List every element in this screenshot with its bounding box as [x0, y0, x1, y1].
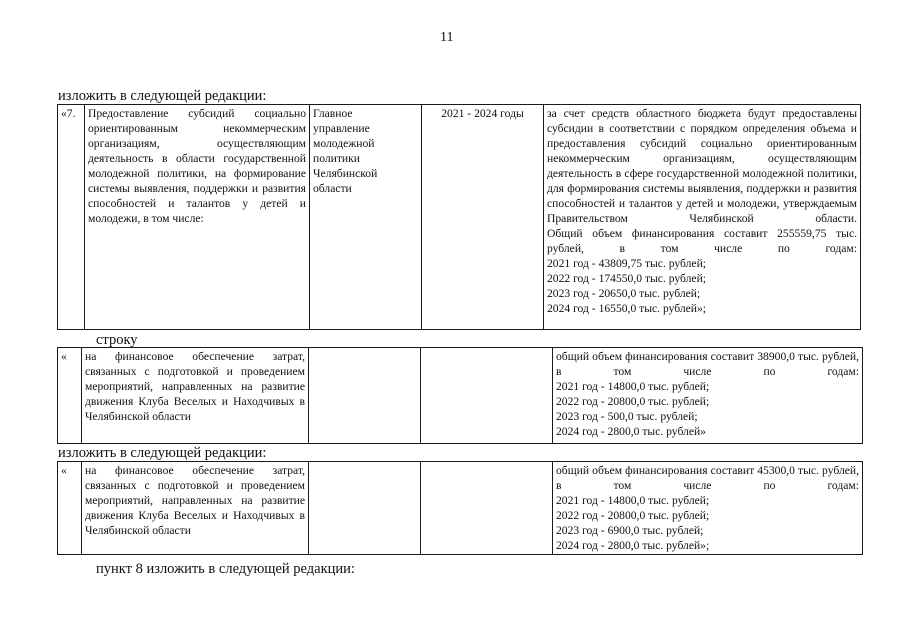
executor-cell: [309, 462, 421, 555]
executor-line: молодежной: [313, 137, 375, 150]
funding-year: 2022 год - 20800,0 тыс. рублей;: [556, 509, 710, 522]
funding-year: 2022 год - 174550,0 тыс. рублей;: [547, 272, 707, 285]
funding-year: 2023 год - 500,0 тыс. рублей;: [556, 410, 698, 423]
page-number: 11: [440, 30, 454, 45]
funding-year: 2021 год - 14800,0 тыс. рублей;: [556, 380, 710, 393]
funding-year: 2023 год - 20650,0 тыс. рублей;: [547, 287, 701, 300]
executor-cell: [310, 105, 422, 330]
quote-cell: «: [58, 348, 82, 444]
table-kvn-new: [57, 461, 863, 555]
row-number: «7.: [58, 105, 85, 330]
heading-edit-2: изложить в следующей редакции:: [58, 445, 267, 461]
table-row: [58, 348, 863, 444]
funding-total: общий объем финансирования составит 38900,0 тыс. рублей, в том числе по годам:: [556, 350, 859, 378]
funding-year: 2024 год - 16550,0 тыс. рублей»;: [547, 302, 707, 315]
table-row: [58, 462, 863, 555]
period-cell: [421, 462, 553, 555]
heading-edit-1: изложить в следующей редакции:: [58, 88, 267, 104]
executor-line: Главное: [313, 107, 353, 120]
funding-text: за счет средств областного бюджета будут предоставлены субсидии в соответствии с порядком определения объема и предоставления субсидий социально ориентированным некоммерческим организациям, осуществляющим деятельность в сфере государственной молодежной политики, для формирования системы выявления, поддержки и развития способностей и талантов у детей и молодежи, утверждаемым Правительством Челябинской области.: [547, 107, 857, 225]
funding-year: 2022 год - 20800,0 тыс. рублей;: [556, 395, 710, 408]
funding-year: 2024 год - 2800,0 тыс. рублей»: [556, 425, 706, 438]
funding-year: 2021 год - 14800,0 тыс. рублей;: [556, 494, 710, 507]
period-cell: 2021 - 2024 годы: [422, 105, 544, 330]
quote-cell: «: [58, 462, 82, 555]
funding-year: 2024 год - 2800,0 тыс. рублей»;: [556, 539, 710, 552]
funding-cell: [544, 105, 861, 330]
funding-cell: [553, 462, 863, 555]
executor-cell: [309, 348, 421, 444]
measure-description: Предоставление субсидий социально ориентированным некоммерческим организациям, осуществляющим деятельность в области государственной молодежной политики, на формирование системы выявления, поддержки и развития способностей и талантов у детей и молодежи, в том числе:: [85, 105, 310, 330]
table-item-7: [57, 104, 861, 330]
table-row: [58, 105, 861, 330]
funding-total: Общий объем финансирования составит 255559,75 тыс. рублей, в том числе по годам:: [547, 227, 857, 255]
heading-row: строку: [96, 332, 138, 348]
measure-description: на финансовое обеспечение затрат, связанных с подготовкой и проведением мероприятий, направленных на развитие движения Клуба Веселых и Находчивых в Челябинской области: [82, 348, 309, 444]
executor-line: управление: [313, 122, 370, 135]
table-kvn-old: [57, 347, 863, 444]
executor-line: политики: [313, 152, 360, 165]
measure-description: на финансовое обеспечение затрат, связанных с подготовкой и проведением мероприятий, направленных на развитие движения Клуба Веселых и Находчивых в Челябинской области: [82, 462, 309, 555]
period-cell: [421, 348, 553, 444]
executor-line: области: [313, 182, 352, 195]
executor-line: Челябинской: [313, 167, 378, 180]
funding-year: 2023 год - 6900,0 тыс. рублей;: [556, 524, 704, 537]
funding-cell: [553, 348, 863, 444]
footer-instruction: пункт 8 изложить в следующей редакции:: [96, 561, 355, 577]
funding-year: 2021 год - 43809,75 тыс. рублей;: [547, 257, 707, 270]
funding-total: общий объем финансирования составит 45300,0 тыс. рублей, в том числе по годам:: [556, 464, 859, 492]
